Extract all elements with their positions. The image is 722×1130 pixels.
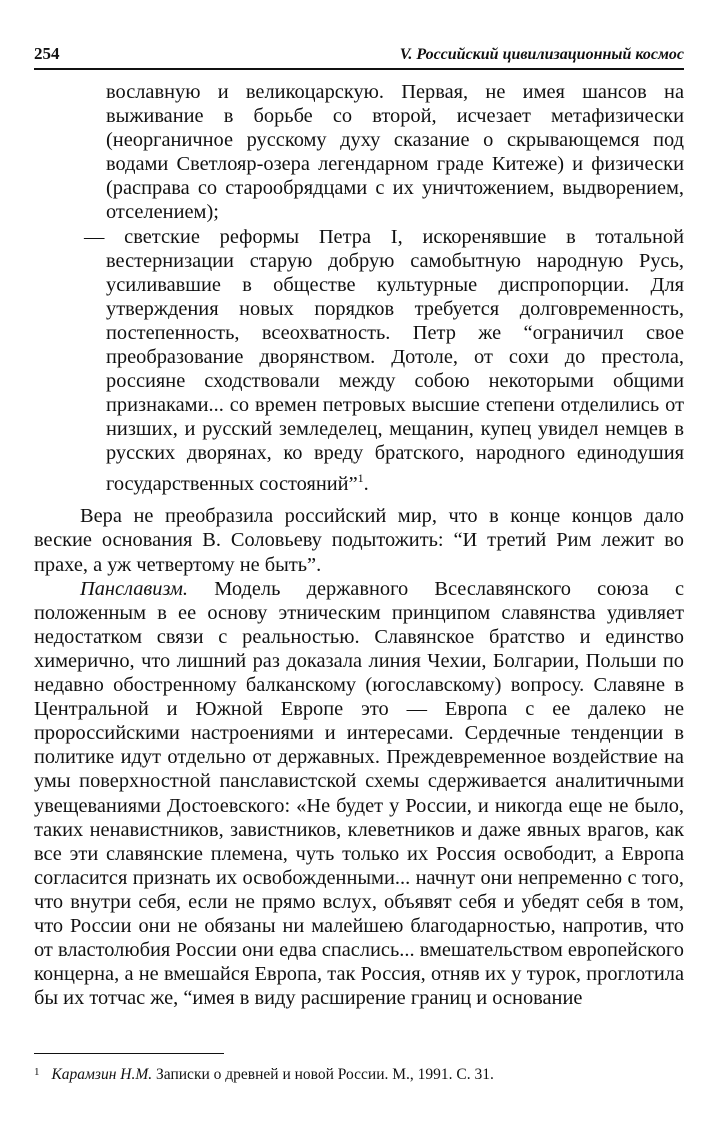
main-text — [34, 80, 684, 1010]
list-item-peter-reforms: — светские реформы Петра I, искоренявшие в тотальной вестернизации старую добрую самобытную народную Русь, усиливавшие в обществе культурные диспропорции. Для утверждения новых порядков требуется долговременность, постепенность, всеохватность. Петр же “ограничил свое преобразование дворянством. Дотоле, от сохи до престола, россияне сходствовали между собою некоторыми общими признаками... со времен петровых высшие степени отделились от низших, и русский земледелец, мещанин, купец увидел немцев в русских дворянах, ко вреду братского, народного единодушия государственных состояний”$^1$. — [84, 225, 684, 495]
footnote-mark: 1 — [34, 1066, 40, 1078]
list-item-continuation: вославную и великоцарскую. Первая, не имея шансов на выживание в борьбе со второй, исчезает метафизически (неорганичное русскому духу сказание о скрывающемся под водами Светлояр-озера легендарном граде Китеже) и физически (расправа со старообрядцами с их уничтожением, выдворением, отселением); — [106, 81, 684, 224]
paragraph-text: Модель державного Всеславянского союза с положенным в ее основу этническим принципом славянства удивляет недостатком связи с реальностью. Славянское братство и единство химерично, что лишний раз доказала линия Чехии, Болгарии, Польши по недавно обостренному балканскому (югославскому) вопросу. Славяне в Центральной и Южной Европе это — Европа с ее далеко не пророссийскими настроениями и интересами. Сердечные тенденции в политике идут отдельно от державных. Преждевременное воздействие на умы поверхностной панславистской схемы сдерживается аналитичными увещеваниями Достоевского: «Не будет у России, и никогда еще не было, таких ненавистников, завистников, клеветников и даже явных врагов, как все эти славянские племена, чуть только их Россия освободит, а Европа согласится признать их освобожденными... начнут они непременно с того, что внутри себя, если не прямо вслух, объявят себя и убедят себя в том, что России они не обязаны ни малейшею благодарностью, напротив, что от властолюбия России они едва спаслись... вмешательством европейского концерна, а не вмешайся Европа, так Россия, отняв их у турок, проглотила бы их тотчас же, “имея в виду расширение границ и основание — [34, 577, 684, 1010]
term-panslavism: Панславизм. — [80, 577, 189, 600]
footnote-text: Записки о древней и новой России. М., 1991. С. 31. — [152, 1066, 494, 1083]
footnote-separator — [34, 1053, 224, 1054]
page-header — [34, 38, 684, 70]
footnote — [34, 1066, 684, 1084]
paragraph-faith: Вера не преобразила российский мир, что в конце концов дало веские основания В. Соловьеву подытожить: “И третий Рим лежит во прахе, а уж четвертому не быть”. — [34, 505, 684, 576]
running-title: V. Российский цивилизационный космос — [399, 46, 684, 63]
footnote-author: Карамзин Н.М. — [51, 1066, 153, 1083]
list-item-text: — светские реформы Петра I, искоренявшие в тотальной вестернизации старую добрую самобытную народную Русь, усиливавшие в обществе культурные диспропорции. Для утверждения новых порядков требуется долговременность, постепенность, всеохватность. Петр же “ограничил свое преобразование дворянством. Дотоле, от сохи до престола, россияне сходствовали между собою некоторыми общими признаками... со времен петровых высшие степени отделились от низших, и русский земледелец, мещанин, купец увидел немцев в русских дворянах, ко вреду братского, народного единодушия государственных состояний” — [84, 225, 684, 495]
page-number: 254 — [34, 44, 60, 63]
paragraph-panslavism — [34, 577, 684, 1011]
footnote-reference: 1 — [357, 470, 364, 485]
